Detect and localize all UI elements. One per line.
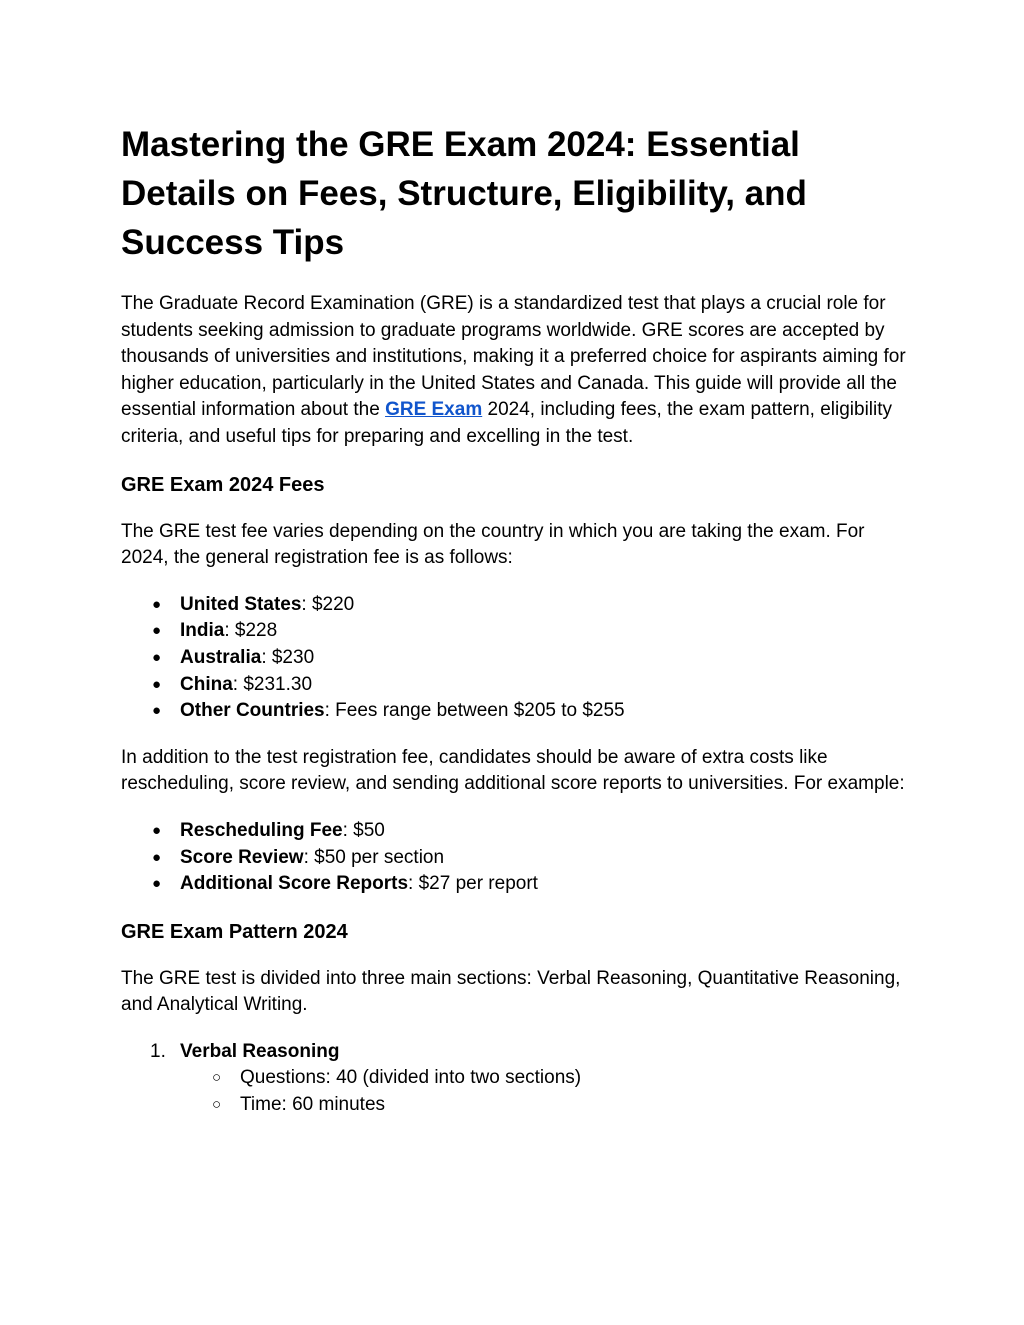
fee-value: : Fees range between $205 to $255 (324, 700, 625, 722)
fee-label: Rescheduling Fee (180, 819, 343, 841)
fee-value: : $220 (301, 593, 355, 615)
fee-label: Other Countries (180, 700, 325, 722)
intro-paragraph (121, 291, 906, 451)
sub-bullet-marker: ○ (212, 1069, 222, 1087)
pattern-paragraph: The GRE test is divided into three main sections: Verbal Reasoning, Quantitative Reasoning, and Analytical Writing. (121, 967, 901, 1016)
fee-value: : $50 (342, 819, 385, 841)
fee-label: Score Review (180, 846, 304, 868)
extra-fee-list (121, 818, 906, 898)
detail-text: Questions: 40 (divided into two sections) (240, 1067, 582, 1089)
list-item (121, 818, 906, 845)
bullet-marker: ● (152, 875, 162, 893)
page-title: Mastering the GRE Exam 2024: Essential Details on Fees, Structure, Eligibility, and Success Tips (121, 125, 807, 262)
intro-text-before-link: The Graduate Record Examination (GRE) is a standardized test that plays a crucial role for students seeking admission to graduate programs worldwide. GRE scores are accepted by thousands of universities and institutions, making it a preferred choice for aspirants aiming for higher education, particularly in the United States and Canada. This guide will provide all the essential information about the (121, 293, 906, 421)
bullet-marker: ● (152, 622, 162, 640)
fee-value: : $228 (224, 620, 278, 642)
fee-label: United States (180, 593, 302, 615)
bullet-marker: ● (152, 702, 162, 720)
fees-paragraph: The GRE test fee varies depending on the country in which you are taking the exam. For 2024, the general registration fee is as follows: (121, 520, 865, 569)
list-item (180, 1092, 906, 1119)
gre-exam-link[interactable]: GRE Exam (385, 399, 483, 421)
fee-value: : $50 per section (303, 846, 445, 868)
list-item (121, 845, 906, 872)
fee-label: Additional Score Reports (180, 873, 409, 895)
list-number: 1. (150, 1040, 166, 1062)
bullet-marker: ● (152, 595, 162, 613)
fee-value: : $27 per report (408, 873, 538, 895)
fee-label: China (180, 673, 233, 695)
list-item (121, 672, 906, 699)
section-details-list (180, 1065, 906, 1118)
extra-costs-paragraph: In addition to the test registration fee, candidates should be aware of extra costs like rescheduling, score review, and sending additional score reports to universities. For example: (121, 746, 905, 795)
fees-heading: GRE Exam 2024 Fees (121, 473, 325, 496)
bullet-marker: ● (152, 648, 162, 666)
list-item (121, 645, 906, 672)
list-item (121, 592, 906, 619)
bullet-marker: ● (152, 848, 162, 866)
fee-value: : $231.30 (232, 673, 313, 695)
country-fee-list (121, 592, 906, 725)
sub-bullet-marker: ○ (212, 1096, 222, 1114)
bullet-marker: ● (152, 675, 162, 693)
intro-text-after-link: 2024, including fees, the exam pattern, eligibility criteria, and useful tips for preparing and excelling in the test. (121, 399, 893, 447)
section-name: Verbal Reasoning (180, 1040, 340, 1062)
bullet-marker: ● (152, 821, 162, 839)
pattern-heading: GRE Exam Pattern 2024 (121, 920, 348, 943)
detail-text: Time: 60 minutes (240, 1094, 386, 1116)
fee-value: : $230 (261, 646, 315, 668)
list-item (180, 1065, 906, 1092)
pattern-section-list (121, 1039, 906, 1119)
list-item (121, 1039, 906, 1119)
list-item (121, 698, 906, 725)
list-item (121, 871, 906, 898)
fee-label: Australia (180, 646, 262, 668)
list-item (121, 618, 906, 645)
fee-label: India (180, 620, 225, 642)
